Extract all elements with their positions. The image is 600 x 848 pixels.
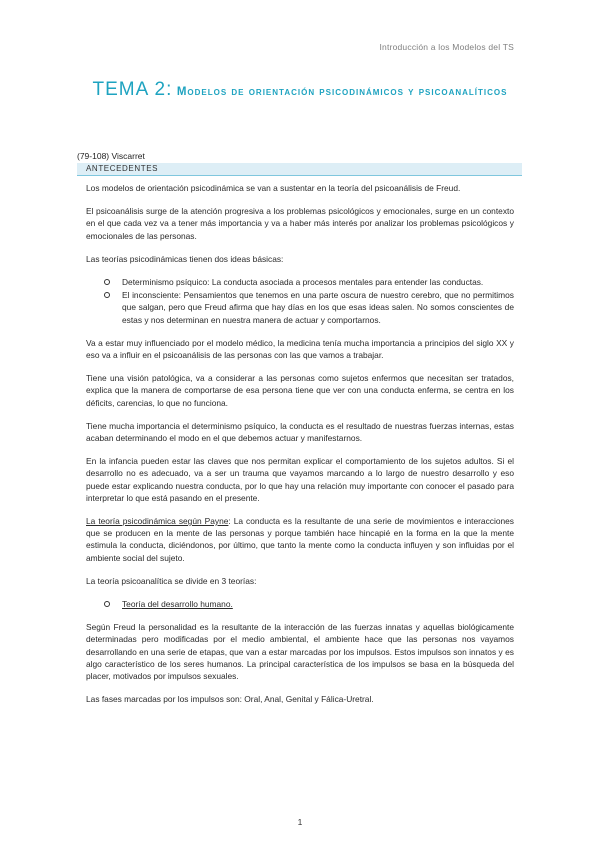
paragraph: Las fases marcadas por los impulsos son: Oral, Anal, Genital y Fálica-Uretral. xyxy=(86,694,374,705)
paragraph: El psicoanálisis surge de la atención progresiva a los problemas psicológicos y emocionales, surge en un contexto en el que cada vez va a tener más importancia y va a haber más interés por analizar los problemas psicológicos y emocionales de las personas. xyxy=(86,206,514,241)
paragraph: Los modelos de orientación psicodinámica se van a sustentar en la teoría del psicoanálisis de Freud. xyxy=(86,183,461,193)
list-item-text: Determinismo psíquico: La conducta asociada a procesos mentales para entender las conductas. xyxy=(122,277,484,288)
bullet-list-theories xyxy=(86,598,514,610)
title-rest: Modelos de orientación psicodinámicos y psicoanalíticos xyxy=(176,86,508,98)
bullet-circle-icon xyxy=(104,279,110,285)
paragraph: La teoría psicoanalítica se divide en 3 teorías: xyxy=(86,575,257,586)
paragraph: Según Freud la personalidad es la resultante de la interacción de las fuerzas innatas y aquellas biológicamente determinadas pero modificadas por el medio ambiental, el ambiente hace que las personas nos vayamos desarrollando en una serie de etapas, que van a estar marcadas por los impulsos. Estos impulsos son innatos y es algo característico de los seres humanos. La principal característica de los impulsos se basa en la búsqueda del placer, motivados por impulsos sexuales. xyxy=(86,622,514,682)
paragraph: Tiene mucha importancia el determinismo psíquico, la conducta es el resultado de nuestras fuerzas internas, estas acaban determinando el modo en el que debemos actuar y manifestarnos. xyxy=(86,420,514,444)
bullet-list-basic-ideas xyxy=(86,276,514,326)
bullet-circle-icon xyxy=(104,292,110,298)
paragraph: Tiene una visión patológica, va a considerar a las personas como sujetos enfermos que necesitan ser tratados, explica que la manera de comportarse de esa persona tiene que ver con una conducta enferma, se centra en los déficits, carencias, lo que no funciona. xyxy=(86,373,514,408)
paragraph xyxy=(86,515,514,564)
page-number: 1 xyxy=(297,817,303,827)
list-item xyxy=(86,276,514,288)
bullet-circle-icon xyxy=(104,601,110,607)
paragraph: Las teorías psicodinámicas tienen dos ideas básicas: xyxy=(86,253,284,264)
paragraph-text: : La conducta es la resultante de una serie de movimientos e interacciones que se producen en la mente de las personas y porque también hace hincapié en la forma en la que la mente estimula la conducta, diciéndonos, por último, que tanto la mente como la conducta influyen y son influidas por el ambiente social del sujeto. xyxy=(86,516,514,563)
paragraph: Va a estar muy influenciado por el modelo médico, la medicina tenía mucha importancia a principios del siglo XX y eso va a influir en el psicoanálisis de las personas con las que vamos a trabajar. xyxy=(86,337,514,361)
paragraph: En la infancia pueden estar las claves que nos permitan explicar el comportamiento de los sujetos adultos. Si el desarrollo no es adecuado, va a ser un trauma que vayamos marcando a lo largo de nuestro desarrollo y eso puede estar explicando nuestra conducta, por lo que hay una relación muy importante con conocer el pasado para interpretar lo que está pasando en el presente. xyxy=(86,456,514,503)
underlined-term: La teoría psicodinámica según Payne xyxy=(86,516,229,527)
list-item xyxy=(86,598,514,610)
title-tema: TEMA 2: xyxy=(92,79,173,100)
page-title xyxy=(80,76,520,106)
section-heading-bar xyxy=(77,163,522,176)
list-item xyxy=(86,289,514,326)
reference-text: (79-108) Viscarret xyxy=(77,151,145,161)
document-body xyxy=(86,182,514,717)
section-heading: ANTECEDENTES xyxy=(86,164,159,173)
running-header: Introducción a los Modelos del TS xyxy=(379,42,514,52)
list-item-text: El inconsciente: Pensamientos que tenemos en una parte oscura de nuestro cerebro, que no permitimos que salgan, pero que Freud afirma que hay días en los que esas ideas salen. No somos conscientes de estas y nos determinan en nuestra manera de actuar y comportarnos. xyxy=(122,290,514,325)
list-item-text: Teoría del desarrollo humano. xyxy=(122,599,233,610)
